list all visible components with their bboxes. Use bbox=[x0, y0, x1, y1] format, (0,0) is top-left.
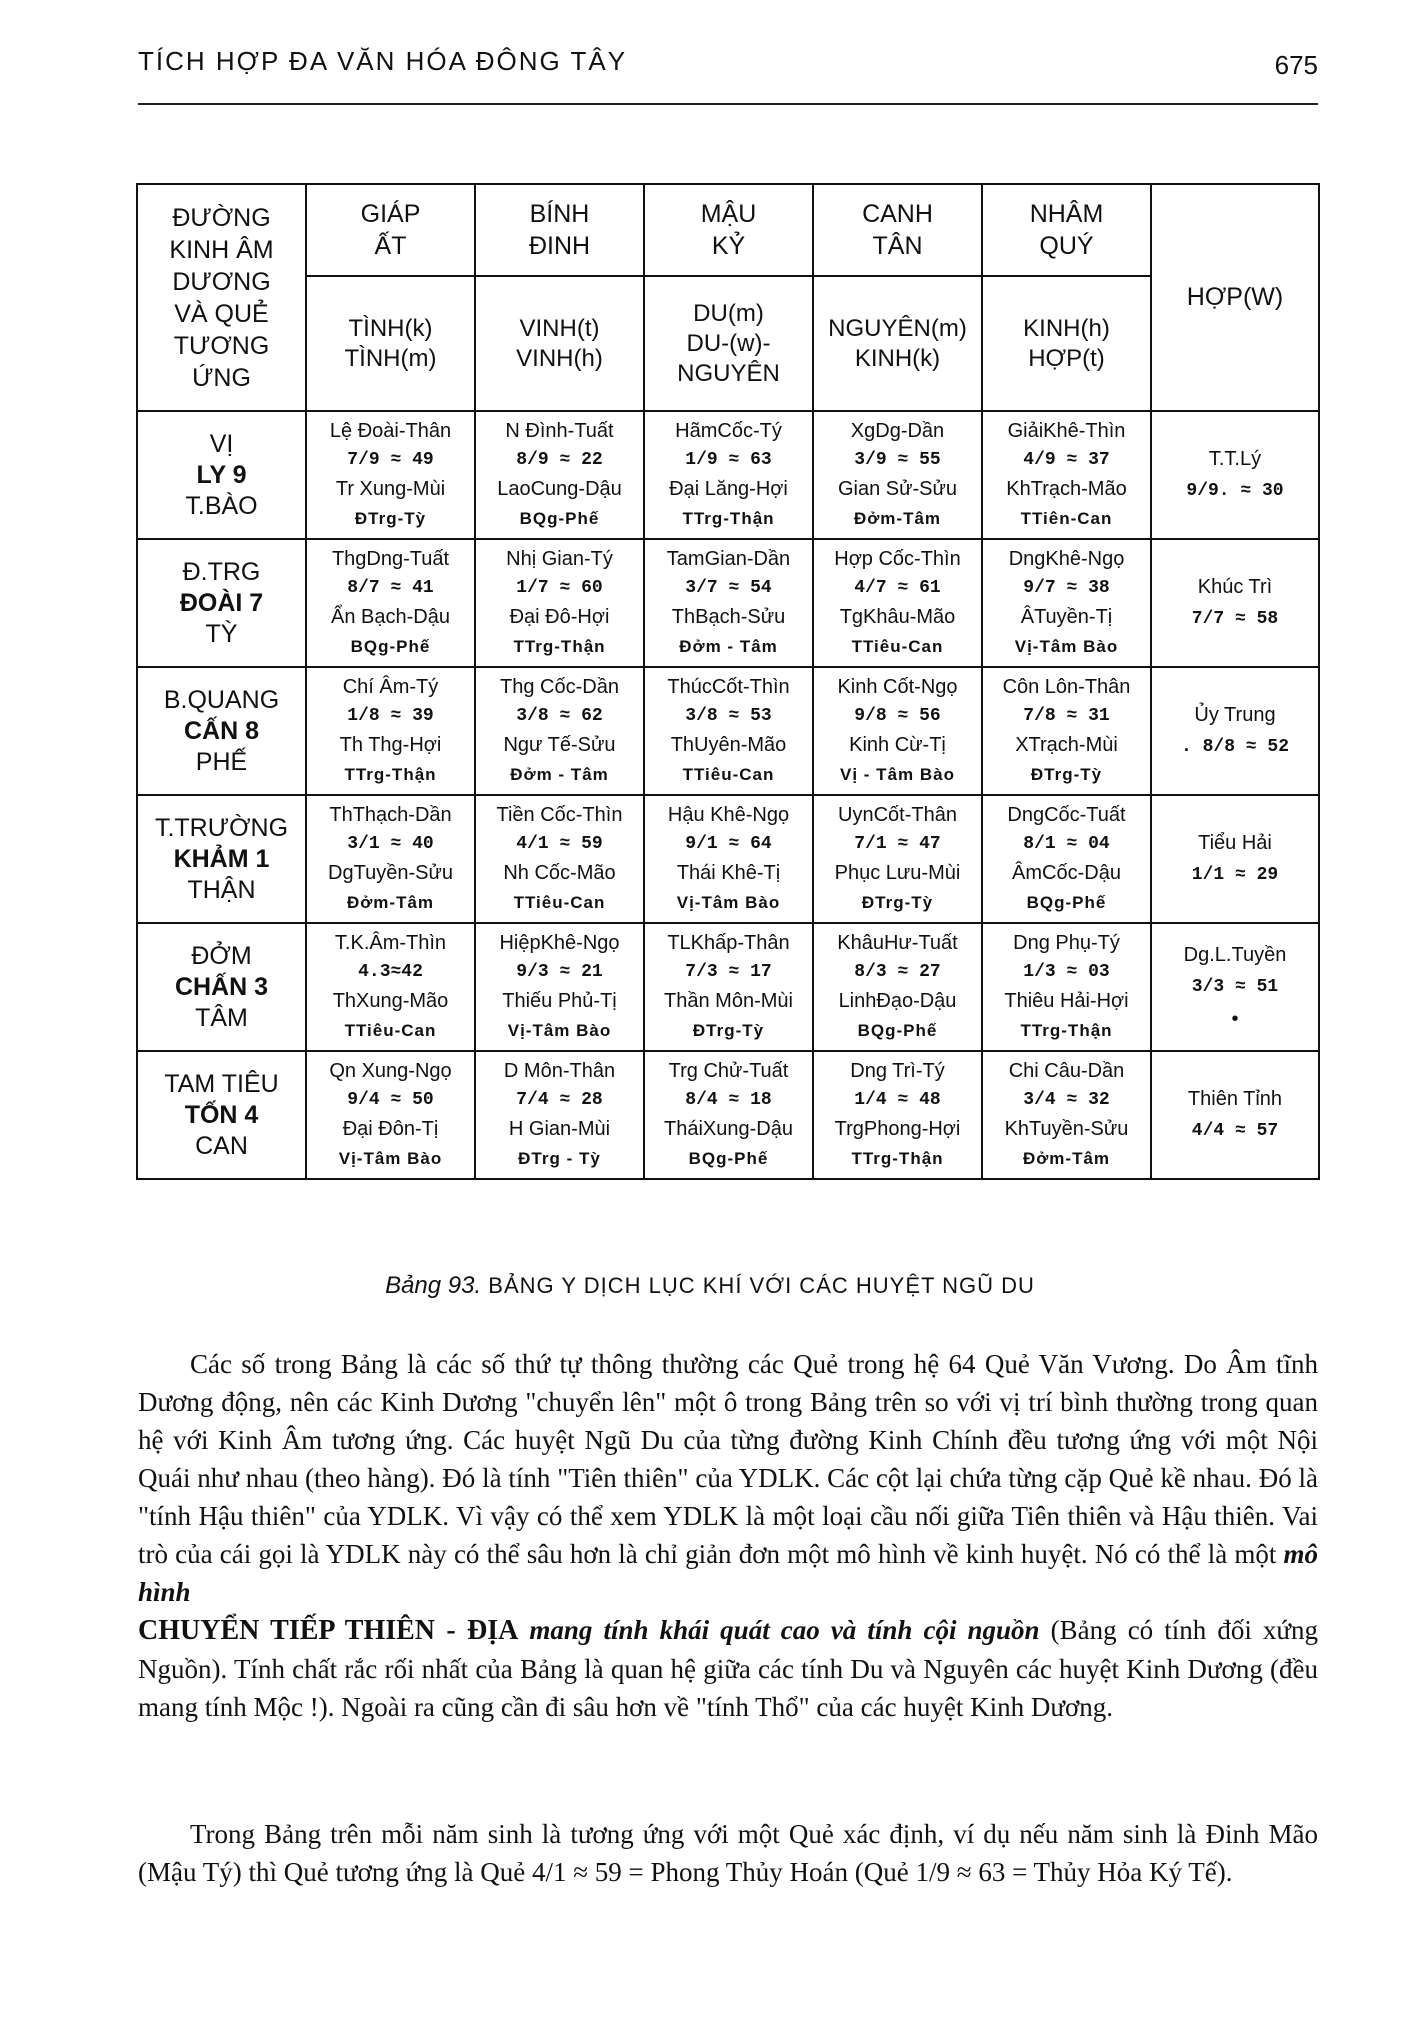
column-sub-cell bbox=[813, 276, 982, 411]
cell-line: 9/8 ≈ 56 bbox=[854, 706, 941, 726]
table-cell bbox=[813, 795, 982, 923]
column-sub-line: TÌNH(k) bbox=[348, 314, 433, 342]
table-cell bbox=[475, 795, 644, 923]
table-row bbox=[137, 539, 1319, 667]
paragraph-1-strong: CHUYỂN TIẾP THIÊN - ĐỊA bbox=[138, 1615, 519, 1646]
cell-line: 7/8 ≈ 31 bbox=[1023, 706, 1110, 726]
cell-line: Th Thg-Hợi bbox=[339, 734, 442, 756]
row-label-cell bbox=[137, 1051, 306, 1179]
cell-line: ĐTrg-Tỳ bbox=[1030, 765, 1103, 784]
cell-line: 1/3 ≈ 03 bbox=[1023, 962, 1110, 982]
row-label-line: CHẤN 3 bbox=[174, 972, 269, 1001]
cell-line: LinhĐạo-Dậu bbox=[838, 990, 957, 1012]
cell-line: 8/1 ≈ 04 bbox=[1023, 834, 1110, 854]
column-name-line: ĐINH bbox=[528, 232, 591, 260]
cell-line: TháiXung-Dậu bbox=[664, 1118, 793, 1140]
cell-line: 7/4 ≈ 28 bbox=[516, 1090, 603, 1110]
table-cell bbox=[982, 795, 1151, 923]
column-sub-line: KINH(h) bbox=[1023, 314, 1110, 342]
cell-line: Dng Trì-Tý bbox=[850, 1060, 945, 1082]
cell-line: Đởm - Tâm bbox=[679, 637, 778, 656]
cell-line: 9/1 ≈ 64 bbox=[685, 834, 772, 854]
cell-line: ĐTrg-Tỳ bbox=[354, 509, 427, 528]
row-label-line: T.TRƯỜNG bbox=[154, 813, 289, 842]
corner-label-line: KINH ÂM bbox=[169, 235, 274, 264]
table-cell bbox=[813, 411, 982, 539]
cell-line: ThThạch-Dần bbox=[329, 804, 452, 826]
table-cell bbox=[813, 539, 982, 667]
cell-line: Hậu Khê-Ngọ bbox=[667, 804, 790, 826]
table-cell bbox=[306, 1051, 475, 1179]
column-name-line: TÂN bbox=[872, 232, 923, 260]
cell-line: ThgDng-Tuất bbox=[331, 548, 450, 570]
page-number: 675 bbox=[1274, 50, 1318, 80]
corner-label-line: DƯƠNG bbox=[172, 267, 271, 296]
table-row bbox=[137, 1051, 1319, 1179]
paragraph-1-emphasis-2: mang tính khái quát cao và tính cội nguồn bbox=[529, 1615, 1040, 1645]
running-title: TÍCH HỢP ĐA VĂN HÓA ĐÔNG TÂY bbox=[138, 46, 628, 76]
cell-line: 3/8 ≈ 62 bbox=[516, 706, 603, 726]
column-sub-line: KINH(k) bbox=[854, 344, 941, 372]
hop-line: 3/3 ≈ 51 bbox=[1191, 977, 1279, 997]
hop-line: Thiên Tỉnh bbox=[1187, 1088, 1283, 1110]
table-cell bbox=[306, 795, 475, 923]
column-name-cell bbox=[475, 184, 644, 276]
row-label-line: LY 9 bbox=[196, 460, 247, 489]
column-name-line: QUÝ bbox=[1039, 232, 1094, 260]
column-name-cell bbox=[644, 184, 813, 276]
cell-line: T.K.Âm-Thìn bbox=[334, 932, 447, 954]
body-paragraph-1 bbox=[138, 1345, 1318, 1726]
table-cell bbox=[644, 411, 813, 539]
table-cell bbox=[306, 667, 475, 795]
cell-line: Chi Câu-Dần bbox=[1008, 1060, 1125, 1082]
row-label-cell bbox=[137, 667, 306, 795]
cell-line: Nhị Gian-Tý bbox=[506, 548, 613, 570]
table-cell bbox=[475, 923, 644, 1051]
cell-line: 1/8 ≈ 39 bbox=[347, 706, 434, 726]
cell-line: HiệpKhê-Ngọ bbox=[499, 932, 620, 954]
row-label-line: T.BÀO bbox=[185, 491, 258, 520]
table-cell bbox=[475, 411, 644, 539]
cell-line: BQg-Phế bbox=[857, 1021, 938, 1040]
row-label-line: VỊ bbox=[209, 429, 234, 458]
table-cell bbox=[644, 923, 813, 1051]
cell-line: Vị-Tâm Bào bbox=[676, 893, 781, 912]
hop-cell bbox=[1151, 923, 1319, 1051]
page-header bbox=[138, 40, 1318, 90]
table-caption bbox=[0, 1272, 1420, 1300]
caption-text: BẢNG Y DỊCH LỤC KHÍ VỚI CÁC HUYỆT NGŨ DU bbox=[488, 1273, 1035, 1298]
cell-line: Gian Sử-Sửu bbox=[837, 478, 958, 500]
column-name-line: GIÁP bbox=[360, 200, 421, 228]
table-cell bbox=[982, 539, 1151, 667]
correspondence-table bbox=[136, 183, 1320, 1180]
table-cell bbox=[644, 1051, 813, 1179]
table-cell bbox=[306, 539, 475, 667]
row-label-line: TAM TIÊU bbox=[164, 1069, 279, 1098]
table-cell bbox=[306, 411, 475, 539]
header-rule bbox=[138, 103, 1318, 105]
hop-line: Tiểu Hải bbox=[1198, 832, 1272, 854]
table-cell bbox=[644, 667, 813, 795]
table-row bbox=[137, 923, 1319, 1051]
row-label-line: THẬN bbox=[187, 875, 256, 904]
hop-header-cell: HỢP(W) bbox=[1151, 184, 1319, 411]
cell-line: Côn Lôn-Thân bbox=[1002, 676, 1131, 698]
column-sub-line: NGUYÊN bbox=[677, 359, 780, 387]
table-row bbox=[137, 795, 1319, 923]
hop-line: 9/9. ≈ 30 bbox=[1186, 481, 1284, 501]
row-label-line: B.QUANG bbox=[163, 685, 280, 714]
cell-line: 3/9 ≈ 55 bbox=[854, 450, 941, 470]
column-name-line: CANH bbox=[862, 200, 933, 228]
row-label-line: Đ.TRG bbox=[182, 557, 261, 586]
corner-header-cell bbox=[137, 184, 306, 411]
row-label-line: PHẾ bbox=[195, 747, 248, 776]
table-cell bbox=[475, 1051, 644, 1179]
cell-line: DngKhê-Ngọ bbox=[1008, 548, 1125, 570]
cell-line: Ẩn Bạch-Dậu bbox=[331, 606, 450, 628]
cell-line: 1/7 ≈ 60 bbox=[516, 578, 603, 598]
column-sub-line: DU-(w)- bbox=[686, 329, 771, 357]
cell-line: UynCốt-Thân bbox=[838, 804, 957, 826]
hop-line: 4/4 ≈ 57 bbox=[1191, 1121, 1279, 1141]
hop-cell bbox=[1151, 539, 1319, 667]
cell-line: Vị-Tâm Bào bbox=[507, 1021, 612, 1040]
cell-line: 1/9 ≈ 63 bbox=[685, 450, 772, 470]
cell-line: Ngư Tế-Sửu bbox=[503, 734, 616, 756]
table-cell bbox=[475, 539, 644, 667]
cell-line: TTrg-Thận bbox=[682, 509, 775, 528]
table-cell bbox=[982, 411, 1151, 539]
header-row-names bbox=[137, 184, 1319, 276]
hop-line: 1/1 ≈ 29 bbox=[1191, 865, 1279, 885]
row-label-cell bbox=[137, 539, 306, 667]
table-cell bbox=[813, 923, 982, 1051]
cell-line: Lệ Đoài-Thân bbox=[329, 420, 452, 442]
cell-line: BQg-Phế bbox=[519, 509, 600, 528]
cell-line: TTiêu-Can bbox=[344, 1021, 437, 1040]
cell-line: 8/4 ≈ 18 bbox=[685, 1090, 772, 1110]
cell-line: 8/3 ≈ 27 bbox=[854, 962, 941, 982]
cell-line: Vị-Tâm Bào bbox=[338, 1149, 443, 1168]
cell-line: Dng Phụ-Tý bbox=[1013, 932, 1120, 954]
cell-line: Thiếu Phủ-Tị bbox=[502, 990, 617, 1012]
column-sub-line: VINH(t) bbox=[519, 314, 600, 342]
cell-line: TrgPhong-Hợi bbox=[834, 1118, 961, 1140]
cell-line: 4/7 ≈ 61 bbox=[854, 578, 941, 598]
cell-line: Vị-Tâm Bào bbox=[1014, 637, 1119, 656]
cell-line: ÂTuyền-Tị bbox=[1020, 606, 1113, 628]
cell-line: Đởm-Tâm bbox=[346, 893, 435, 912]
hop-line: Dg.L.Tuyền bbox=[1183, 944, 1287, 966]
cell-line: Kinh Cốt-Ngọ bbox=[837, 676, 958, 698]
cell-line: Qn Xung-Ngọ bbox=[329, 1060, 452, 1082]
header-row-subs bbox=[137, 276, 1319, 411]
cell-line: 9/3 ≈ 21 bbox=[516, 962, 603, 982]
cell-line: Thiêu Hải-Hợi bbox=[1004, 990, 1129, 1012]
cell-line: TTiêu-Can bbox=[851, 637, 944, 656]
cell-line: Thái Khê-Tị bbox=[676, 862, 781, 884]
table-cell bbox=[982, 1051, 1151, 1179]
hop-cell bbox=[1151, 1051, 1319, 1179]
cell-line: Trg Chử-Tuất bbox=[668, 1060, 789, 1082]
cell-line: 4/1 ≈ 59 bbox=[516, 834, 603, 854]
hop-cell bbox=[1151, 795, 1319, 923]
cell-line: BQg-Phế bbox=[688, 1149, 769, 1168]
corner-label-line: VÀ QUẺ bbox=[174, 299, 269, 328]
cell-line: Tiền Cốc-Thìn bbox=[496, 804, 623, 826]
column-sub-line: NGUYÊN(m) bbox=[828, 314, 967, 342]
table-row bbox=[137, 667, 1319, 795]
cell-line: ĐTrg-Tỳ bbox=[692, 1021, 765, 1040]
cell-line: ThúcCốt-Thìn bbox=[667, 676, 790, 698]
table-cell bbox=[813, 1051, 982, 1179]
hop-line: Ủy Trung bbox=[1194, 704, 1276, 726]
cell-line: TTiêu-Can bbox=[513, 893, 606, 912]
hop-line: . 8/8 ≈ 52 bbox=[1180, 737, 1290, 757]
cell-line: Vị - Tâm Bào bbox=[840, 765, 955, 784]
cell-line: BQg-Phế bbox=[350, 637, 431, 656]
cell-line: TTiêu-Can bbox=[682, 765, 775, 784]
hop-cell bbox=[1151, 667, 1319, 795]
column-name-line: MẬU bbox=[700, 200, 757, 228]
caption-label: Bảng 93. bbox=[385, 1272, 482, 1299]
cell-line: ĐTrg-Tỳ bbox=[861, 893, 934, 912]
row-label-line: CẤN 8 bbox=[183, 716, 259, 745]
cell-line: Chí Âm-Tý bbox=[342, 676, 439, 698]
cell-line: Thần Môn-Mùi bbox=[664, 990, 793, 1012]
cell-line: Đại Lăng-Hợi bbox=[669, 478, 788, 500]
corner-label-line: ĐƯỜNG bbox=[172, 203, 271, 232]
cell-line: DngCốc-Tuất bbox=[1007, 804, 1126, 826]
cell-line: Đởm - Tâm bbox=[510, 765, 609, 784]
cell-line: Nh Cốc-Mão bbox=[503, 862, 616, 884]
row-label-cell bbox=[137, 795, 306, 923]
cell-line: Đởm-Tâm bbox=[1022, 1149, 1111, 1168]
column-name-line: ẤT bbox=[374, 232, 407, 260]
row-label-line: CAN bbox=[195, 1131, 248, 1160]
cell-line: TTiên-Can bbox=[1020, 509, 1113, 528]
cell-line: ThXung-Mão bbox=[332, 990, 449, 1012]
paragraph-1-text-2: (Bảng có tính đối xứng Nguồn). Tính chất rắc rối nhất của Bảng là quan hệ giữa các tính Du và Nguyên các huyệt Kinh Dương (đều mang tính Mộc !). Ngoài ra cũng cần đi sâu hơn về "tính Thổ" của các huyệt Kinh Dương. bbox=[138, 1615, 1319, 1722]
cell-line: D Môn-Thân bbox=[503, 1060, 616, 1082]
column-sub-cell bbox=[475, 276, 644, 411]
cell-line: Thg Cốc-Dần bbox=[500, 676, 619, 698]
cell-line: 8/9 ≈ 22 bbox=[516, 450, 603, 470]
cell-line: Đại Đôn-Tị bbox=[342, 1118, 439, 1140]
cell-line: TTrg-Thận bbox=[513, 637, 606, 656]
table-cell bbox=[475, 667, 644, 795]
paragraph-1-text-1: Các số trong Bảng là các số thứ tự thông thường các Quẻ trong hệ 64 Quẻ Văn Vương. Do Âm tĩnh Dương động, nên các Kinh Dương "chuyển lên" một ô trong Bảng trên so với vị trí bình thường trong quan hệ với Kinh Âm tương ứng. Các huyệt Ngũ Du của từng đường Kinh Chính đều tương ứng với một Nội Quái như nhau (theo hàng). Đó là tính "Tiên thiên" của YDLK. Các cột lại chứa từng cặp Quẻ kề nhau. Đó là "tính Hậu thiên" của YDLK. Vì vậy có thể xem YDLK là một loại cầu nối giữa Tiên thiên và Hậu thiên. Vai trò của cái gọi là YDLK này có thể sâu hơn là chỉ giản đơn một mô hình về kinh huyệt. Nó có thể là một bbox=[138, 1349, 1318, 1569]
cell-line: 7/3 ≈ 17 bbox=[685, 962, 772, 982]
cell-line: 3/8 ≈ 53 bbox=[685, 706, 772, 726]
table-cell bbox=[813, 667, 982, 795]
cell-line: 7/9 ≈ 49 bbox=[347, 450, 434, 470]
table-row bbox=[137, 411, 1319, 539]
paragraph-1-emphasis-1: mô hình bbox=[138, 1539, 1318, 1607]
column-sub-cell bbox=[982, 276, 1151, 411]
table-cell bbox=[982, 923, 1151, 1051]
cell-line: TgKhâu-Mão bbox=[839, 606, 956, 628]
column-name-line: KỶ bbox=[711, 232, 746, 260]
cell-line: 8/7 ≈ 41 bbox=[347, 578, 434, 598]
row-label-line: KHẢM 1 bbox=[173, 844, 270, 873]
corner-label-line: TƯƠNG bbox=[173, 331, 270, 360]
column-name-line: NHÂM bbox=[1029, 200, 1104, 228]
cell-line: 7/1 ≈ 47 bbox=[854, 834, 941, 854]
cell-line: TLKhấp-Thân bbox=[667, 932, 790, 954]
cell-line: 1/4 ≈ 48 bbox=[854, 1090, 941, 1110]
cell-line: N Đình-Tuất bbox=[505, 420, 614, 442]
column-name-line: BÍNH bbox=[529, 200, 590, 228]
cell-line: GiảiKhê-Thìn bbox=[1007, 420, 1126, 442]
table-cell bbox=[306, 923, 475, 1051]
cell-line: 4.3≈42 bbox=[358, 962, 423, 982]
cell-line: ThBạch-Sửu bbox=[671, 606, 786, 628]
cell-line: ÂmCốc-Dậu bbox=[1012, 862, 1121, 884]
cell-line: 3/7 ≈ 54 bbox=[685, 578, 772, 598]
cell-line: Hợp Cốc-Thìn bbox=[834, 548, 961, 570]
cell-line: ĐTrg - Tỳ bbox=[518, 1149, 601, 1168]
cell-line: XTrạch-Mùi bbox=[1015, 734, 1118, 756]
hop-cell bbox=[1151, 411, 1319, 539]
corner-label-line: ỨNG bbox=[192, 363, 251, 392]
cell-line: 9/7 ≈ 38 bbox=[1023, 578, 1110, 598]
cell-line: Phục Lưu-Mùi bbox=[834, 862, 961, 884]
cell-line: Đởm-Tâm bbox=[853, 509, 942, 528]
cell-line: LaoCung-Dậu bbox=[497, 478, 622, 500]
column-sub-line: DU(m) bbox=[693, 299, 764, 327]
cell-line: KhTuyền-Sửu bbox=[1004, 1118, 1129, 1140]
cell-line: TTrg-Thận bbox=[344, 765, 437, 784]
row-label-line: ĐỞM bbox=[191, 941, 252, 970]
row-label-line: ĐOÀI 7 bbox=[179, 588, 264, 617]
hop-line: T.T.Lý bbox=[1208, 448, 1262, 470]
row-label-cell bbox=[137, 411, 306, 539]
cell-line: H Gian-Mùi bbox=[508, 1118, 611, 1140]
cell-line: Kinh Cừ-Tị bbox=[849, 734, 946, 756]
cell-line: BQg-Phế bbox=[1026, 893, 1107, 912]
column-sub-cell bbox=[644, 276, 813, 411]
cell-line: 3/4 ≈ 32 bbox=[1023, 1090, 1110, 1110]
table-cell bbox=[982, 667, 1151, 795]
cell-line: TamGian-Dần bbox=[666, 548, 791, 570]
row-label-line: TỲ bbox=[205, 619, 238, 648]
row-label-line: TÂM bbox=[195, 1003, 248, 1032]
cell-line: ThUyên-Mão bbox=[670, 734, 787, 756]
cell-line: KhâuHư-Tuất bbox=[837, 932, 958, 954]
cell-line: HãmCốc-Tý bbox=[675, 420, 782, 442]
cell-line: 3/1 ≈ 40 bbox=[347, 834, 434, 854]
cell-line: DgTuyền-Sửu bbox=[328, 862, 453, 884]
column-name-cell bbox=[306, 184, 475, 276]
row-label-line: TỐN 4 bbox=[184, 1100, 259, 1129]
column-name-cell bbox=[813, 184, 982, 276]
cell-line: 4/9 ≈ 37 bbox=[1023, 450, 1110, 470]
hop-line: • bbox=[1231, 1008, 1239, 1030]
column-name-cell bbox=[982, 184, 1151, 276]
column-sub-cell bbox=[306, 276, 475, 411]
hop-line: Khúc Trì bbox=[1197, 576, 1273, 598]
column-sub-line: HỢP(t) bbox=[1028, 344, 1105, 372]
cell-line: KhTrạch-Mão bbox=[1006, 478, 1127, 500]
body-paragraph-2: Trong Bảng trên mỗi năm sinh là tương ứng với một Quẻ xác định, ví dụ nếu năm sinh là Đinh Mão (Mậu Tý) thì Quẻ tương ứng là Quẻ 4/1 ≈ 59 = Phong Thủy Hoán (Quẻ 1/9 ≈ 63 = Thủy Hỏa Ký Tế). bbox=[138, 1819, 1318, 1887]
cell-line: Tr Xung-Mùi bbox=[335, 478, 446, 500]
cell-line: XgDg-Dần bbox=[850, 420, 945, 442]
cell-line: 9/4 ≈ 50 bbox=[347, 1090, 434, 1110]
hop-line: 7/7 ≈ 58 bbox=[1191, 609, 1279, 629]
cell-line: TTrg-Thận bbox=[1020, 1021, 1113, 1040]
table-cell bbox=[644, 795, 813, 923]
cell-line: Đại Đô-Hợi bbox=[509, 606, 610, 628]
cell-line: TTrg-Thận bbox=[851, 1149, 944, 1168]
column-sub-line: TÌNH(m) bbox=[344, 344, 437, 372]
table-cell bbox=[644, 539, 813, 667]
column-sub-line: VINH(h) bbox=[516, 344, 603, 372]
row-label-cell bbox=[137, 923, 306, 1051]
